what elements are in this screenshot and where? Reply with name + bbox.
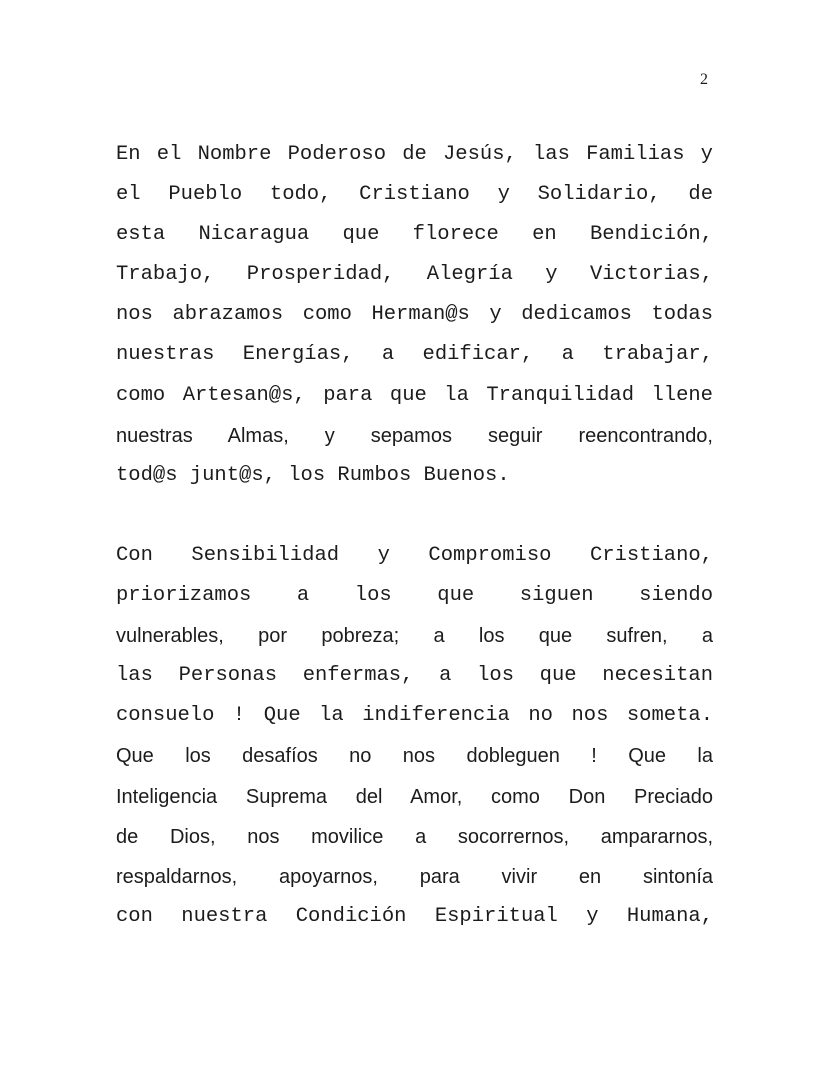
paragraph-line: con nuestra Condición Espiritual y Humana,: [116, 904, 713, 928]
paragraph-line: Inteligencia Suprema del Amor, como Don Preciado: [116, 785, 713, 808]
paragraph-line: como Artesan@s, para que la Tranquilidad llene: [116, 383, 713, 407]
paragraph-line: vulnerables, por pobreza; a los que sufren, a: [116, 625, 713, 648]
paragraph-line: tod@s junt@s, los Rumbos Buenos.: [116, 463, 510, 487]
paragraph-line: Trabajo, Prosperidad, Alegría y Victorias,: [116, 263, 713, 287]
paragraph-line: respaldarnos, apoyarnos, para vivir en sintonía: [116, 865, 713, 888]
paragraph-line: Con Sensibilidad y Compromiso Cristiano,: [116, 544, 713, 567]
paragraph-1: [116, 135, 713, 496]
paragraph-line: nuestras Energías, a edificar, a trabajar,: [116, 343, 713, 367]
paragraph-line: esta Nicaragua que florece en Bendición,: [116, 223, 713, 247]
paragraph-line: el Pueblo todo, Cristiano y Solidario, de: [116, 183, 713, 207]
page-number: 2: [700, 71, 708, 88]
paragraph-line: consuelo ! Que la indiferencia no nos someta.: [116, 704, 713, 728]
paragraph-line: nos abrazamos como Herman@s y dedicamos todas: [116, 303, 713, 327]
paragraph-2: [116, 536, 713, 937]
paragraph-line: de Dios, nos movilice a socorrernos, ampararnos,: [116, 825, 713, 848]
paragraph-line: Que los desafíos no nos dobleguen ! Que la: [116, 745, 713, 768]
paragraph-line: las Personas enfermas, a los que necesitan: [116, 664, 713, 688]
paragraph-line: priorizamos a los que siguen siendo: [116, 584, 713, 608]
paragraph-line: nuestras Almas, y sepamos seguir reencontrando,: [116, 424, 713, 447]
paragraph-line: En el Nombre Poderoso de Jesús, las Familias y: [116, 143, 713, 166]
